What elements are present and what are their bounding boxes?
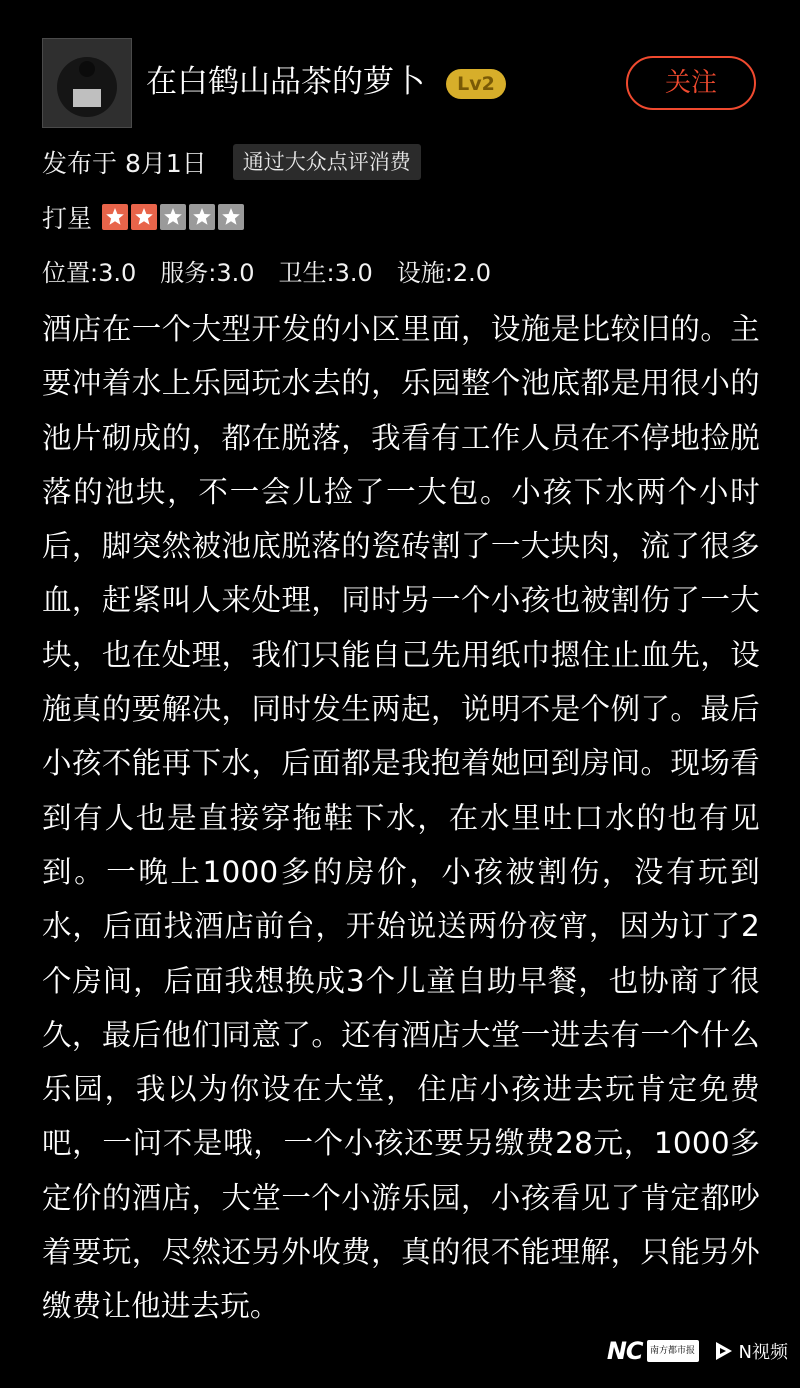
score-hygiene: 卫生:3.0: [278, 258, 373, 287]
play-logo-icon: [713, 1340, 735, 1362]
review-text: 酒店在一个大型开发的小区里面，设施是比较旧的。主要冲着水上乐园玩水去的，乐园整个池底都是用很小的池片砌成的，都在脱落，我看有工作人员在不停地捡脱落的池块，不一会儿捡了一大包。小孩下水两个小时后，脚突然被池底脱落的瓷砖割了一大块肉，流了很多血，赶紧叫人来处理，同时另一个小孩也被割伤了一大块，也在处理，我们只能自己先用纸巾摁住止血先，设施真的要解决，同时发生两起，说明不是个例了。最后小孩不能再下水，后面都是我抱着她回到房间。现场看到有人也是直接穿拖鞋下水，在水里吐口水的也有见到。一晚上1000多的房价，小孩被割伤，没有玩到水，后面找酒店前台，开始说送两份夜宵，因为订了2个房间，后面我想换成3个儿童自助早餐，也协商了很久，最后他们同意了。还有酒店大堂一进去有一个什么乐园，我以为你设在大堂，住店小孩进去玩肯定免费吧，一问不是哦，一个小孩还要另缴费28元，1000多定价的酒店，大堂一个小游乐园，小孩看见了肯定都吵着要玩，尽然还另外收费，真的很不能理解，只能另外缴费让他进去玩。: [42, 312, 760, 1324]
star-empty-icon: [160, 204, 186, 230]
nvideo-label: N视频: [738, 1342, 788, 1363]
star-empty-icon: [218, 204, 244, 230]
source-tag: 通过大众点评消费: [233, 144, 421, 180]
nc-logo: NC: [606, 1337, 643, 1365]
rating-label: 打星: [42, 204, 93, 233]
review-header: [42, 38, 758, 130]
star-filled-icon: [131, 204, 157, 230]
score-facilities: 设施:2.0: [396, 258, 492, 287]
star-empty-icon: [189, 204, 215, 230]
star-filled-icon: [102, 204, 128, 230]
username[interactable]: 在白鹤山品茶的萝卜: [146, 64, 425, 100]
user-avatar-icon: [43, 39, 131, 127]
score-service: 服务:3.0: [160, 258, 255, 287]
meta-row: [42, 142, 421, 182]
publish-date: 发布于 8月1日: [42, 149, 207, 178]
star-rating: [102, 204, 247, 230]
paper-name: 南方都市报: [647, 1340, 699, 1362]
score-location: 位置:3.0: [42, 258, 137, 287]
watermark: [607, 1336, 788, 1366]
user-avatar[interactable]: [42, 38, 132, 128]
level-badge: Lv2: [446, 69, 506, 99]
scores-row: [42, 250, 515, 290]
rating-row: [42, 197, 247, 237]
follow-button[interactable]: 关注: [626, 56, 756, 110]
nvideo-logo: [713, 1338, 788, 1364]
